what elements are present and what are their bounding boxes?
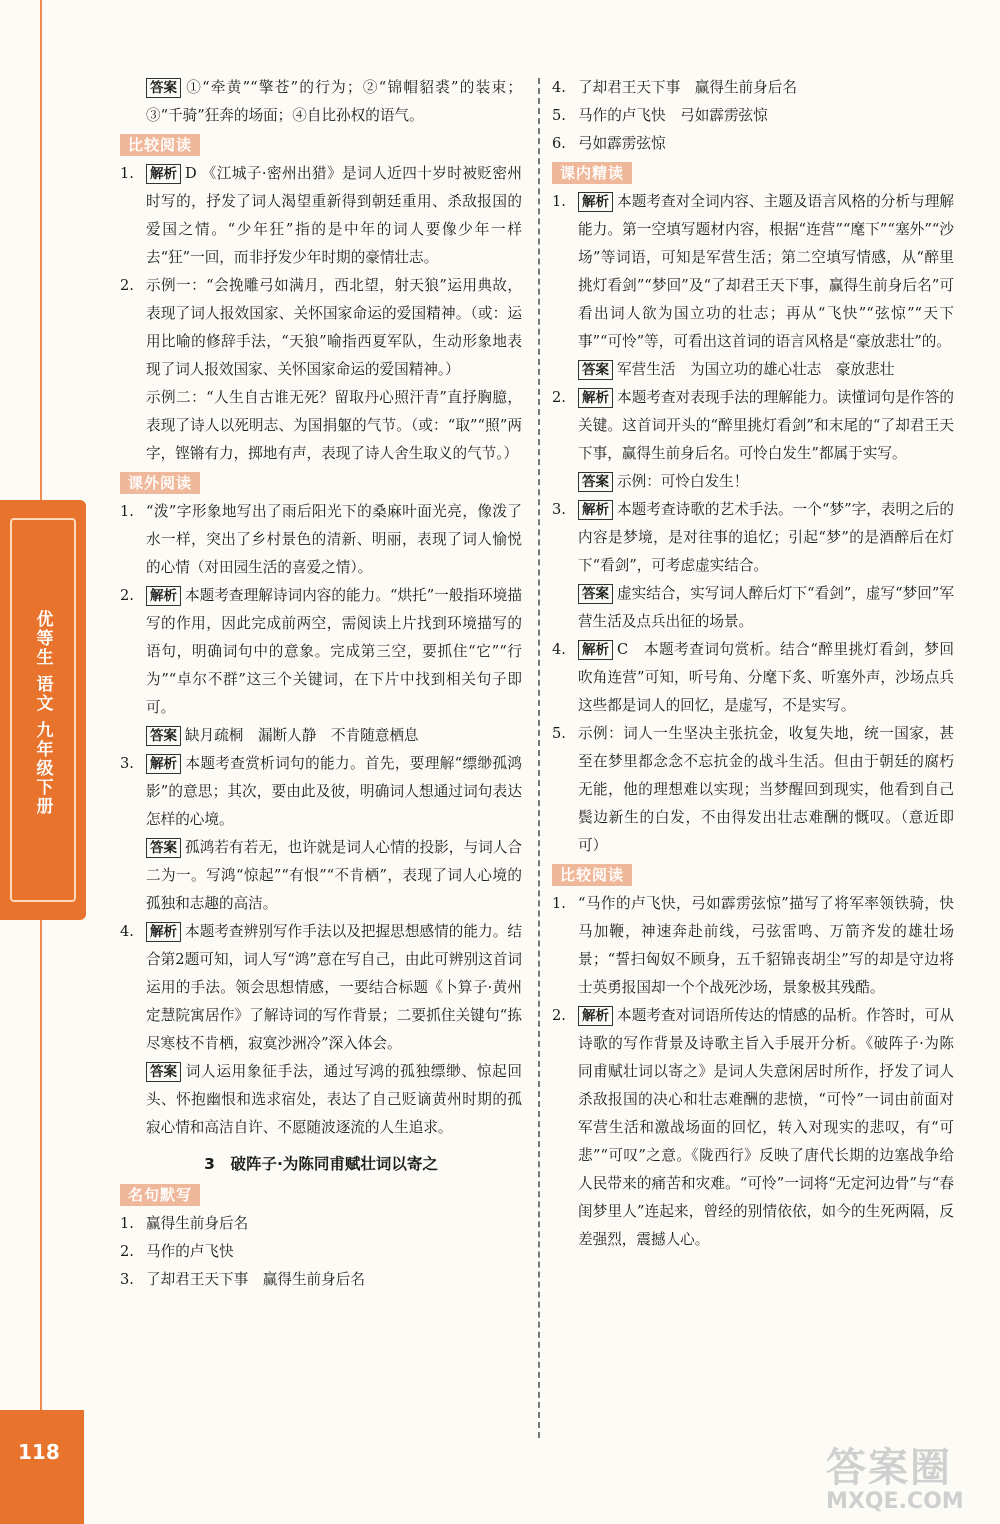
answer-text: 军营生活 为国立功的雄心壮志 豪放悲壮 [617,361,895,378]
answer-text: 示例：可怜白发生！ [617,473,749,490]
answer-tag: 答案 [578,472,613,492]
item-text: “泼”字形象地写出了雨后阳光下的桑麻叶面光亮，像泼了水一样，突出了乡村景色的清新、明丽，表现了词人愉悦的心情（对田园生活的喜爱之情）。 [146,503,522,576]
item-text: 马作的卢飞快 弓如霹雳弦惊 [578,107,768,124]
item-text: 本题考查赏析词句的能力。首先，要理解“缥缈孤鸿影”的意思；其次，要由此及彼，明确词人想通过词句表达怎样的心境。 [146,755,522,828]
item-text: 弓如霹雳弦惊 [578,135,666,152]
right-column [552,74,954,1254]
intro-answer-text: ①“牵黄”“擎苍”的行为；②“锦帽貂裘”的装束；③“千骑”狂奔的场面；④自比孙权的语气。 [146,79,522,124]
item-number: 2. [552,389,566,406]
answer-text: 词人运用象征手法，通过写鸿的孤独缥缈、惊起回头、怀抱幽恨和选求宿处，表达了自己贬谪黄州时期的孤寂心情和高洁自许、不愿随波逐流的人生追求。 [146,1063,522,1136]
item-number: 1. [552,895,566,912]
item-text: 本题考查对词语所传达的情感的品析。作答时，可从诗歌的写作背景及诗歌主旨入手展开分析。《破阵子·为陈同甫赋壮词以寄之》是词人失意闲居时所作，抒发了词人杀敌报国的决心和壮志难酬的悲愤，“可怜”一词由前面对军营生活和激战场面的回忆，转入对现实的悲叹，有“可悲”“可叹”之意。《陇西行》反映了唐代长期的边塞战争给人民带来的痛苦和灾难。“可怜”一词将“无定河边骨”与“春闺梦里人”连起来，曾经的别情依依，如今的生死两隔，反差强烈，震撼人心。 [578,1007,954,1248]
answer-text: 孤鸿若有若无，也许就是词人心情的投影，与词人合二为一。写鸿“惊起”“有恨”“不肯栖”，表现了词人心境的孤独和志趣的高洁。 [146,839,522,912]
item-text: 本题考查理解诗词内容的能力。“烘托”一般指环境描写的作用，因此完成前两空，需阅读上片找到环境描写的语句，明确词句中的意象。完成第三空，要抓住“它”“行为”“卓尔不群”这三个关键词，在下片中找到相关句子即可。 [146,587,522,716]
analysis-tag: 解析 [146,586,181,606]
analysis-tag: 解析 [578,640,613,660]
list-item [120,160,522,272]
section-label-compare-reading: 比较阅读 [120,134,200,156]
answer-line [120,834,522,918]
list-item [552,496,954,580]
list-item [552,1002,954,1254]
answer-tag: 答案 [578,360,613,380]
list-item [120,582,522,722]
list-item [552,384,954,468]
item-number: 2. [552,1007,566,1024]
answer-tag: 答案 [578,584,613,604]
item-number: 6. [552,135,566,152]
watermark-logo: 答案圈 [826,1445,952,1491]
analysis-tag: 解析 [146,922,181,942]
item-number: 2. [120,1243,134,1260]
analysis-tag: 解析 [146,164,181,184]
item-text: 本题考查辨别写作手法以及把握思想感情的能力。结合第2题可知，词人写“鸿”意在写自己，由此可辨别这首词运用的手法。领会思想情感，一要结合标题《卜算子·黄州定慧院寓居作》了解诗词的写作背景；二要抓住关键句“拣尽寒枝不肯栖，寂寞沙洲冷”深入体会。 [146,923,522,1052]
item-number: 2. [120,277,134,294]
list-item [552,188,954,356]
item-number: 4. [120,923,134,940]
list-item [552,720,954,860]
item-number: 1. [120,503,134,520]
list-item [120,1238,522,1266]
list-item [120,1266,522,1294]
item-number: 1. [120,165,134,182]
item-text: 了却君王天下事 赢得生前身后名 [578,79,797,96]
answer-tag: 答案 [146,78,181,98]
list-item [552,890,954,1002]
item-number: 4. [552,79,566,96]
list-item [120,272,522,384]
item-text: 本题考查诗歌的艺术手法。一个“梦”字，表明之后的内容是梦境，是对往事的追忆；引起“梦”的是酒醉后在灯下“看剑”，可考虑虚实结合。 [578,501,954,574]
item-number: 4. [552,641,566,658]
item-text: 马作的卢飞快 [146,1243,234,1260]
list-item [552,74,954,102]
side-tab-label: 优等生 语文 九年级下册 [32,610,53,816]
analysis-tag: 解析 [578,500,613,520]
list-item [120,750,522,834]
item-text: 示例一：“会挽雕弓如满月，西北望，射天狼”运用典故，表现了词人报效国家、关怀国家命运的爱国精神。（或：运用比喻的修辞手法，“天狼”喻指西夏军队，生动形象地表现了词人报效国家、关怀国家命运的爱国精神。） [146,277,522,378]
item-text: 本题考查对表现手法的理解能力。读懂词句是作答的关键。这首词开头的“醉里挑灯看剑”和末尾的“了却君王天下事，赢得生前身后名。可怜白发生”都属于实写。 [578,389,954,462]
page-number-tab [0,1410,84,1524]
analysis-tag: 解析 [578,1006,613,1026]
analysis-tag: 解析 [578,388,613,408]
item-text: “马作的卢飞快，弓如霹雳弦惊”描写了将军率领铁骑，快马加鞭，神速奔赴前线，弓弦雷鸣、万箭齐发的雄壮场景；“誓扫匈奴不顾身，五千貂锦丧胡尘”写的却是守边将士英勇报国却一个个战死沙场，景象极其残酷。 [578,895,954,996]
answer-tag: 答案 [146,726,181,746]
list-item [552,636,954,720]
column-divider [538,78,540,1438]
item-number: 1. [120,1215,134,1232]
item-text: 本题考查对全词内容、主题及语言风格的分析与理解能力。第一空填写题材内容，根据“连营”“麾下”“塞外”“沙场”等词语，可知是军营生活；第二空填写情感，从“醉里挑灯看剑”“梦回”及“了却君王天下事，赢得生前身后名”可看出词人欲为国立功的壮志；再从“飞快”“弦惊”“天下事”“可怜”等，可看出这首词的语言风格是“豪放悲壮”的。 [578,193,954,350]
list-item [120,498,522,582]
answer-line [120,722,522,750]
answer-tag: 答案 [146,838,181,858]
watermark [826,1446,986,1516]
section-label-compare-reading-2: 比较阅读 [552,864,632,886]
section-label-extra-reading: 课外阅读 [120,472,200,494]
item-number: 3. [120,1271,134,1288]
answer-tag: 答案 [146,1062,181,1082]
list-item [552,102,954,130]
item-text: 赢得生前身后名 [146,1215,249,1232]
list-item [120,1210,522,1238]
item-number: 3. [120,755,134,772]
left-column [120,74,522,1294]
answer-text: 虚实结合，实写词人醉后灯下“看剑”，虚写“梦回”军营生活及点兵出征的场景。 [578,585,954,630]
list-item [552,130,954,158]
item-text: 了却君王天下事 赢得生前身后名 [146,1271,365,1288]
side-tab [0,500,86,920]
item-text: 示例：词人一生坚决主张抗金，收复失地，统一国家，甚至在梦里都念念不忘抗金的战斗生活。但由于朝廷的腐朽无能，他的理想难以实现；当梦醒回到现实，他看到自己鬓边新生的白发，不由得发出壮志难酬的慨叹。（意近即可） [578,725,954,854]
answer-line [120,1058,522,1142]
answer-line [552,580,954,636]
watermark-url: MXQE.COM [826,1489,964,1514]
item-number: 2. [120,587,134,604]
example-two: 示例二：“人生自古谁无死？留取丹心照汗青”直抒胸臆，表现了诗人以死明志、为国捐躯的气节。（或：“取”“照”两字，铿锵有力，掷地有声，表现了诗人舍生取义的气节。） [146,389,522,462]
analysis-tag: 解析 [578,192,613,212]
item-number: 5. [552,725,566,742]
item-number: 1. [552,193,566,210]
answer-line [552,356,954,384]
analysis-tag: 解析 [146,754,181,774]
section-label-close-reading: 课内精读 [552,162,632,184]
item-number: 5. [552,107,566,124]
item-text: C 本题考查词句赏析。结合“醉里挑灯看剑，梦回吹角连营”可知，听号角、分麾下炙、听塞外声，沙场点兵这些都是词人的回忆，是虚写，不是实写。 [578,641,954,714]
list-item [120,918,522,1058]
item-text: D 《江城子·密州出猎》是词人近四十岁时被贬密州时写的，抒发了词人渴望重新得到朝廷重用、杀敌报国的爱国之情。“少年狂”指的是中年的词人要像少年一样去“狂”一回，而非抒发少年时期的豪情壮志。 [146,165,522,266]
chapter-title: 3 破阵子·为陈同甫赋壮词以寄之 [204,1155,438,1173]
intro-answer [120,74,522,130]
section-label-recitation: 名句默写 [120,1184,200,1206]
page-number: 118 [18,1440,60,1464]
item-number: 3. [552,501,566,518]
answer-text: 缺月疏桐 漏断人静 不肯随意栖息 [185,727,419,744]
answer-line [552,468,954,496]
